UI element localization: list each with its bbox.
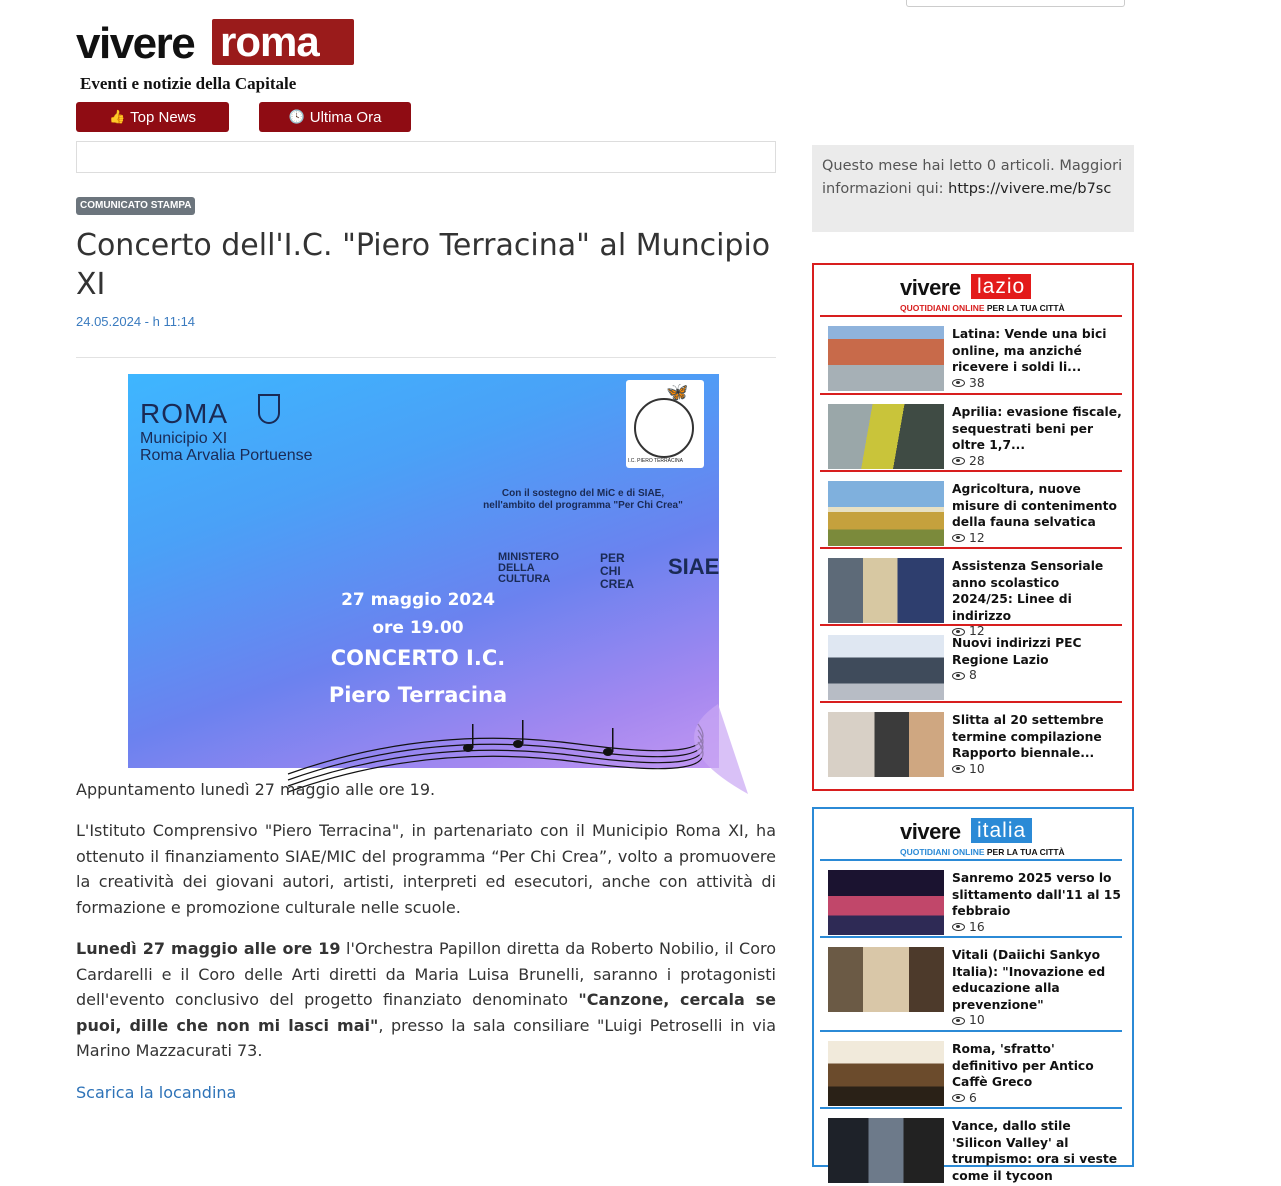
views-count: 8 [969,668,977,682]
eye-icon [952,379,965,387]
site-tagline: Eventi e notizie della Capitale [80,74,297,93]
news-title[interactable]: Aprilia: evasione fiscale, sequestrati beni per oltre 1,7... [952,405,1122,452]
vivere-lazio-widget [812,263,1134,791]
mic-logo: MINISTERO DELLA CULTURA [498,551,560,585]
news-title[interactable]: Slitta al 20 settembre termine compilazione Rapporto biennale... [952,713,1104,760]
list-item[interactable] [820,549,1122,638]
poster-date [278,586,558,642]
news-thumbnail[interactable] [828,947,944,1012]
per-chi-crea-logo: PER CHI CREA [600,551,635,591]
news-views [952,1091,1122,1106]
vivere-lazio-logo[interactable] [820,265,1122,317]
school-logo-text: I.C. PIERO TERRACINA [628,458,683,464]
poster-municipio [140,430,313,464]
news-views [952,920,1122,935]
school-logo [626,380,704,468]
read-counter-box [812,145,1134,232]
news-views [952,762,1122,777]
siae-logo: SIAE [668,554,720,579]
list-item[interactable] [820,395,1122,472]
logo-vivere-text: vivere [76,19,195,68]
news-title[interactable]: Latina: Vende una bici online, ma anziché ricevere i soldi li... [952,327,1107,374]
list-item[interactable] [820,626,1122,703]
list-item[interactable] [820,703,1122,781]
news-views [952,668,1122,683]
news-views [952,454,1122,469]
poster-concert-title [278,640,558,714]
list-item[interactable] [820,938,1122,1032]
top-search-box[interactable] [906,0,1125,7]
views-count: 12 [969,624,985,638]
eye-icon [952,1094,965,1102]
ultima-ora-button[interactable] [259,102,411,132]
news-thumbnail[interactable] [828,635,944,700]
news-title[interactable]: Sanremo 2025 verso lo slittamento dall'11 al 15 febbraio [952,871,1121,918]
italia-sub-highlight: QUOTIDIANI ONLINE [900,847,985,857]
views-count: 16 [969,919,985,934]
news-title[interactable]: Assistenza Sensoriale anno scolastico 2024/25: Linee di indirizzo [952,559,1104,623]
article-paragraph-3 [76,936,776,1064]
eye-icon [952,923,965,931]
top-news-button[interactable] [76,102,229,132]
news-thumbnail[interactable] [828,1041,944,1106]
lazio-logo-vivere: vivere [900,275,961,300]
clock-icon: 🕓 [288,109,305,124]
article-paragraph-1: Appuntamento lunedì 27 maggio alle ore 19. [76,780,436,799]
news-thumbnail[interactable] [828,1118,944,1183]
lazio-logo-region: lazio [971,274,1031,299]
italia-sub-rest: PER LA TUA CITTÀ [984,847,1065,857]
italia-logo-region: italia [971,818,1032,843]
eye-icon [952,672,965,680]
news-title[interactable]: Vitali (Daiichi Sankyo Italia): "Inovazione ed educazione alla prevenzione" [952,948,1106,1012]
list-item[interactable] [820,861,1122,938]
ultima-ora-label: Ultima Ora [309,108,382,126]
news-thumbnail[interactable] [828,404,944,469]
news-thumbnail[interactable] [828,481,944,546]
news-views [952,531,1122,546]
top-news-label: Top News [130,108,197,126]
article-date: 24.05.2024 - h 11:14 [76,314,196,329]
poster-date-line: 27 maggio 2024 [341,590,495,610]
news-thumbnail[interactable] [828,558,944,623]
roma-crest-icon [258,394,280,424]
news-views [952,376,1122,391]
news-title[interactable]: Vance, dallo stile 'Silicon Valley' al trumpismo: ora si veste come il tycoon [952,1119,1118,1183]
views-count: 38 [969,375,985,390]
views-count: 28 [969,453,985,468]
list-item[interactable] [820,317,1122,395]
read-counter-link[interactable]: https://vivere.me/b7sc [948,180,1112,197]
news-title[interactable]: Nuovi indirizzi PEC Regione Lazio [952,636,1082,667]
poster-roma-text: ROMA [140,398,228,429]
eye-icon [952,534,965,542]
views-count: 6 [969,1090,977,1105]
banner-placeholder [76,141,776,173]
vivere-italia-widget [812,807,1134,1183]
news-title[interactable]: Agricoltura, nuove misure di contenimento della fauna selvatica [952,482,1117,529]
lazio-news-list [820,317,1122,781]
italia-logo-subtitle [900,847,1065,857]
category-badge[interactable]: COMUNICATO STAMPA [76,197,195,215]
event-poster-image[interactable] [128,374,719,768]
p3-text-2: , presso la sala consiliare "Luigi Petroselli in via Marino Mazzacurati 73. [76,1015,776,1061]
article-paragraph-2: L'Istituto Comprensivo "Piero Terracina", in partenariato con il Municipio Roma XI, ha ottenuto il finanziamento SIAE/MIC del programma “Per Chi Crea”, volto a promuovere la creatività dei giovani autori, artisti, interpreti ed esecutori, anche con attività di formazione e promozione culturale nelle scuole. [76,821,776,917]
list-item[interactable] [820,472,1122,549]
poster-support-line1: Con il sostegno del MiC e di SIAE, [501,488,665,499]
poster-time-line: ore 19.00 [372,618,464,638]
news-thumbnail[interactable] [828,870,944,935]
divider [76,357,776,358]
poster-concert-line2: Piero Terracina [328,683,508,707]
list-item[interactable] [820,1109,1122,1186]
poster-concert-line1: CONCERTO I.C. [330,646,506,670]
eye-icon [952,457,965,465]
news-thumbnail[interactable] [828,326,944,391]
italia-logo-vivere: vivere [900,819,961,844]
p3-bold-date: Lunedì 27 maggio alle ore 19 [76,939,341,958]
views-count: 12 [969,530,985,545]
p3-bold-title: "Canzone, cercala se puoi, dille che non mi lasci mai" [76,990,776,1035]
news-views [952,1013,1122,1028]
poster-municipio-line2: Roma Arvalia Portuense [140,447,313,464]
p3-text-1: l'Orchestra Papillon diretta da Roberto Nobilio, il Coro Cardarelli e il Coro delle Arti diretti da Maria Luisa Brunelli, saranno i protagonisti dell'evento conclusivo del progetto finanziato denominato [76,939,776,1010]
list-item[interactable] [820,1032,1122,1109]
download-poster-link[interactable]: Scarica la locandina [76,1083,237,1102]
eye-icon [952,1017,965,1025]
article-title: Concerto dell'I.C. "Piero Terracina" al Muncipio XI [76,228,771,302]
views-count: 10 [969,761,985,776]
news-title[interactable]: Roma, 'sfratto' definitivo per Antico Caffè Greco [952,1042,1094,1089]
thumbs-up-icon: 👍 [108,109,126,124]
lazio-sub-rest: PER LA TUA CITTÀ [984,303,1065,313]
vivere-italia-logo[interactable] [820,809,1122,861]
lazio-logo-subtitle [900,303,1065,313]
site-logo[interactable] [76,18,356,94]
italia-news-list [820,861,1122,1186]
read-counter-text: Questo mese hai letto 0 articoli. Maggiori informazioni qui: [822,158,1123,197]
logo-roma-text: roma [220,18,319,65]
butterfly-icon: 🦋 [666,382,689,403]
eye-icon [952,765,965,773]
logo-roma-box [212,19,354,65]
news-thumbnail[interactable] [828,712,944,777]
sponsor-logos [498,550,720,591]
views-count: 10 [969,1013,985,1027]
poster-municipio-line1: Municipio XI [140,430,228,447]
lazio-sub-highlight: QUOTIDIANI ONLINE [900,303,985,313]
poster-support-line2: nell'ambito del programma "Per Chi Crea" [483,500,683,511]
school-logo-ring [634,398,694,458]
poster-support-text [458,488,708,512]
